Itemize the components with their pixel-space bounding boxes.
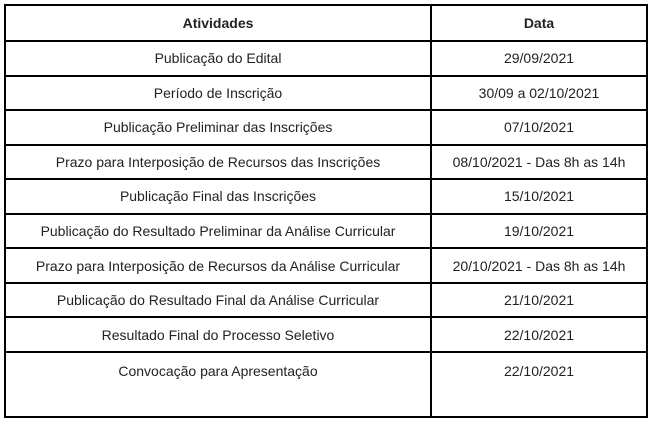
- activity-cell: Convocação para Apresentação: [5, 352, 431, 417]
- table-row: [5, 352, 647, 417]
- table-row: [5, 76, 647, 111]
- activity-cell: Publicação do Resultado Final da Análise Curricular: [5, 283, 431, 318]
- date-cell: 19/10/2021: [431, 214, 647, 249]
- date-cell: 20/10/2021 - Das 8h as 14h: [431, 248, 647, 283]
- activity-cell: Prazo para Interposição de Recursos das Inscrições: [5, 145, 431, 180]
- table-row: [5, 248, 647, 283]
- activity-cell: Período de Inscrição: [5, 76, 431, 111]
- activity-cell: Publicação do Edital: [5, 41, 431, 76]
- activity-cell: Publicação Preliminar das Inscrições: [5, 110, 431, 145]
- date-cell: 22/10/2021: [431, 317, 647, 352]
- table-row: [5, 41, 647, 76]
- date-cell: 22/10/2021: [431, 352, 647, 417]
- table-row: [5, 214, 647, 249]
- date-cell: 29/09/2021: [431, 41, 647, 76]
- schedule-table: [4, 4, 648, 418]
- table-row: [5, 110, 647, 145]
- date-cell: 30/09 a 02/10/2021: [431, 76, 647, 111]
- activity-cell: Resultado Final do Processo Seletivo: [5, 317, 431, 352]
- header-date: Data: [431, 5, 647, 41]
- table-row: [5, 145, 647, 180]
- activity-cell: Publicação Final das Inscrições: [5, 179, 431, 214]
- table-row: [5, 317, 647, 352]
- header-row: [5, 5, 647, 41]
- activity-cell: Publicação do Resultado Preliminar da Análise Curricular: [5, 214, 431, 249]
- table-row: [5, 179, 647, 214]
- table-row: [5, 283, 647, 318]
- date-cell: 21/10/2021: [431, 283, 647, 318]
- activity-cell: Prazo para Interposição de Recursos da Análise Curricular: [5, 248, 431, 283]
- date-cell: 07/10/2021: [431, 110, 647, 145]
- header-activities: Atividades: [5, 5, 431, 41]
- date-cell: 15/10/2021: [431, 179, 647, 214]
- date-cell: 08/10/2021 - Das 8h as 14h: [431, 145, 647, 180]
